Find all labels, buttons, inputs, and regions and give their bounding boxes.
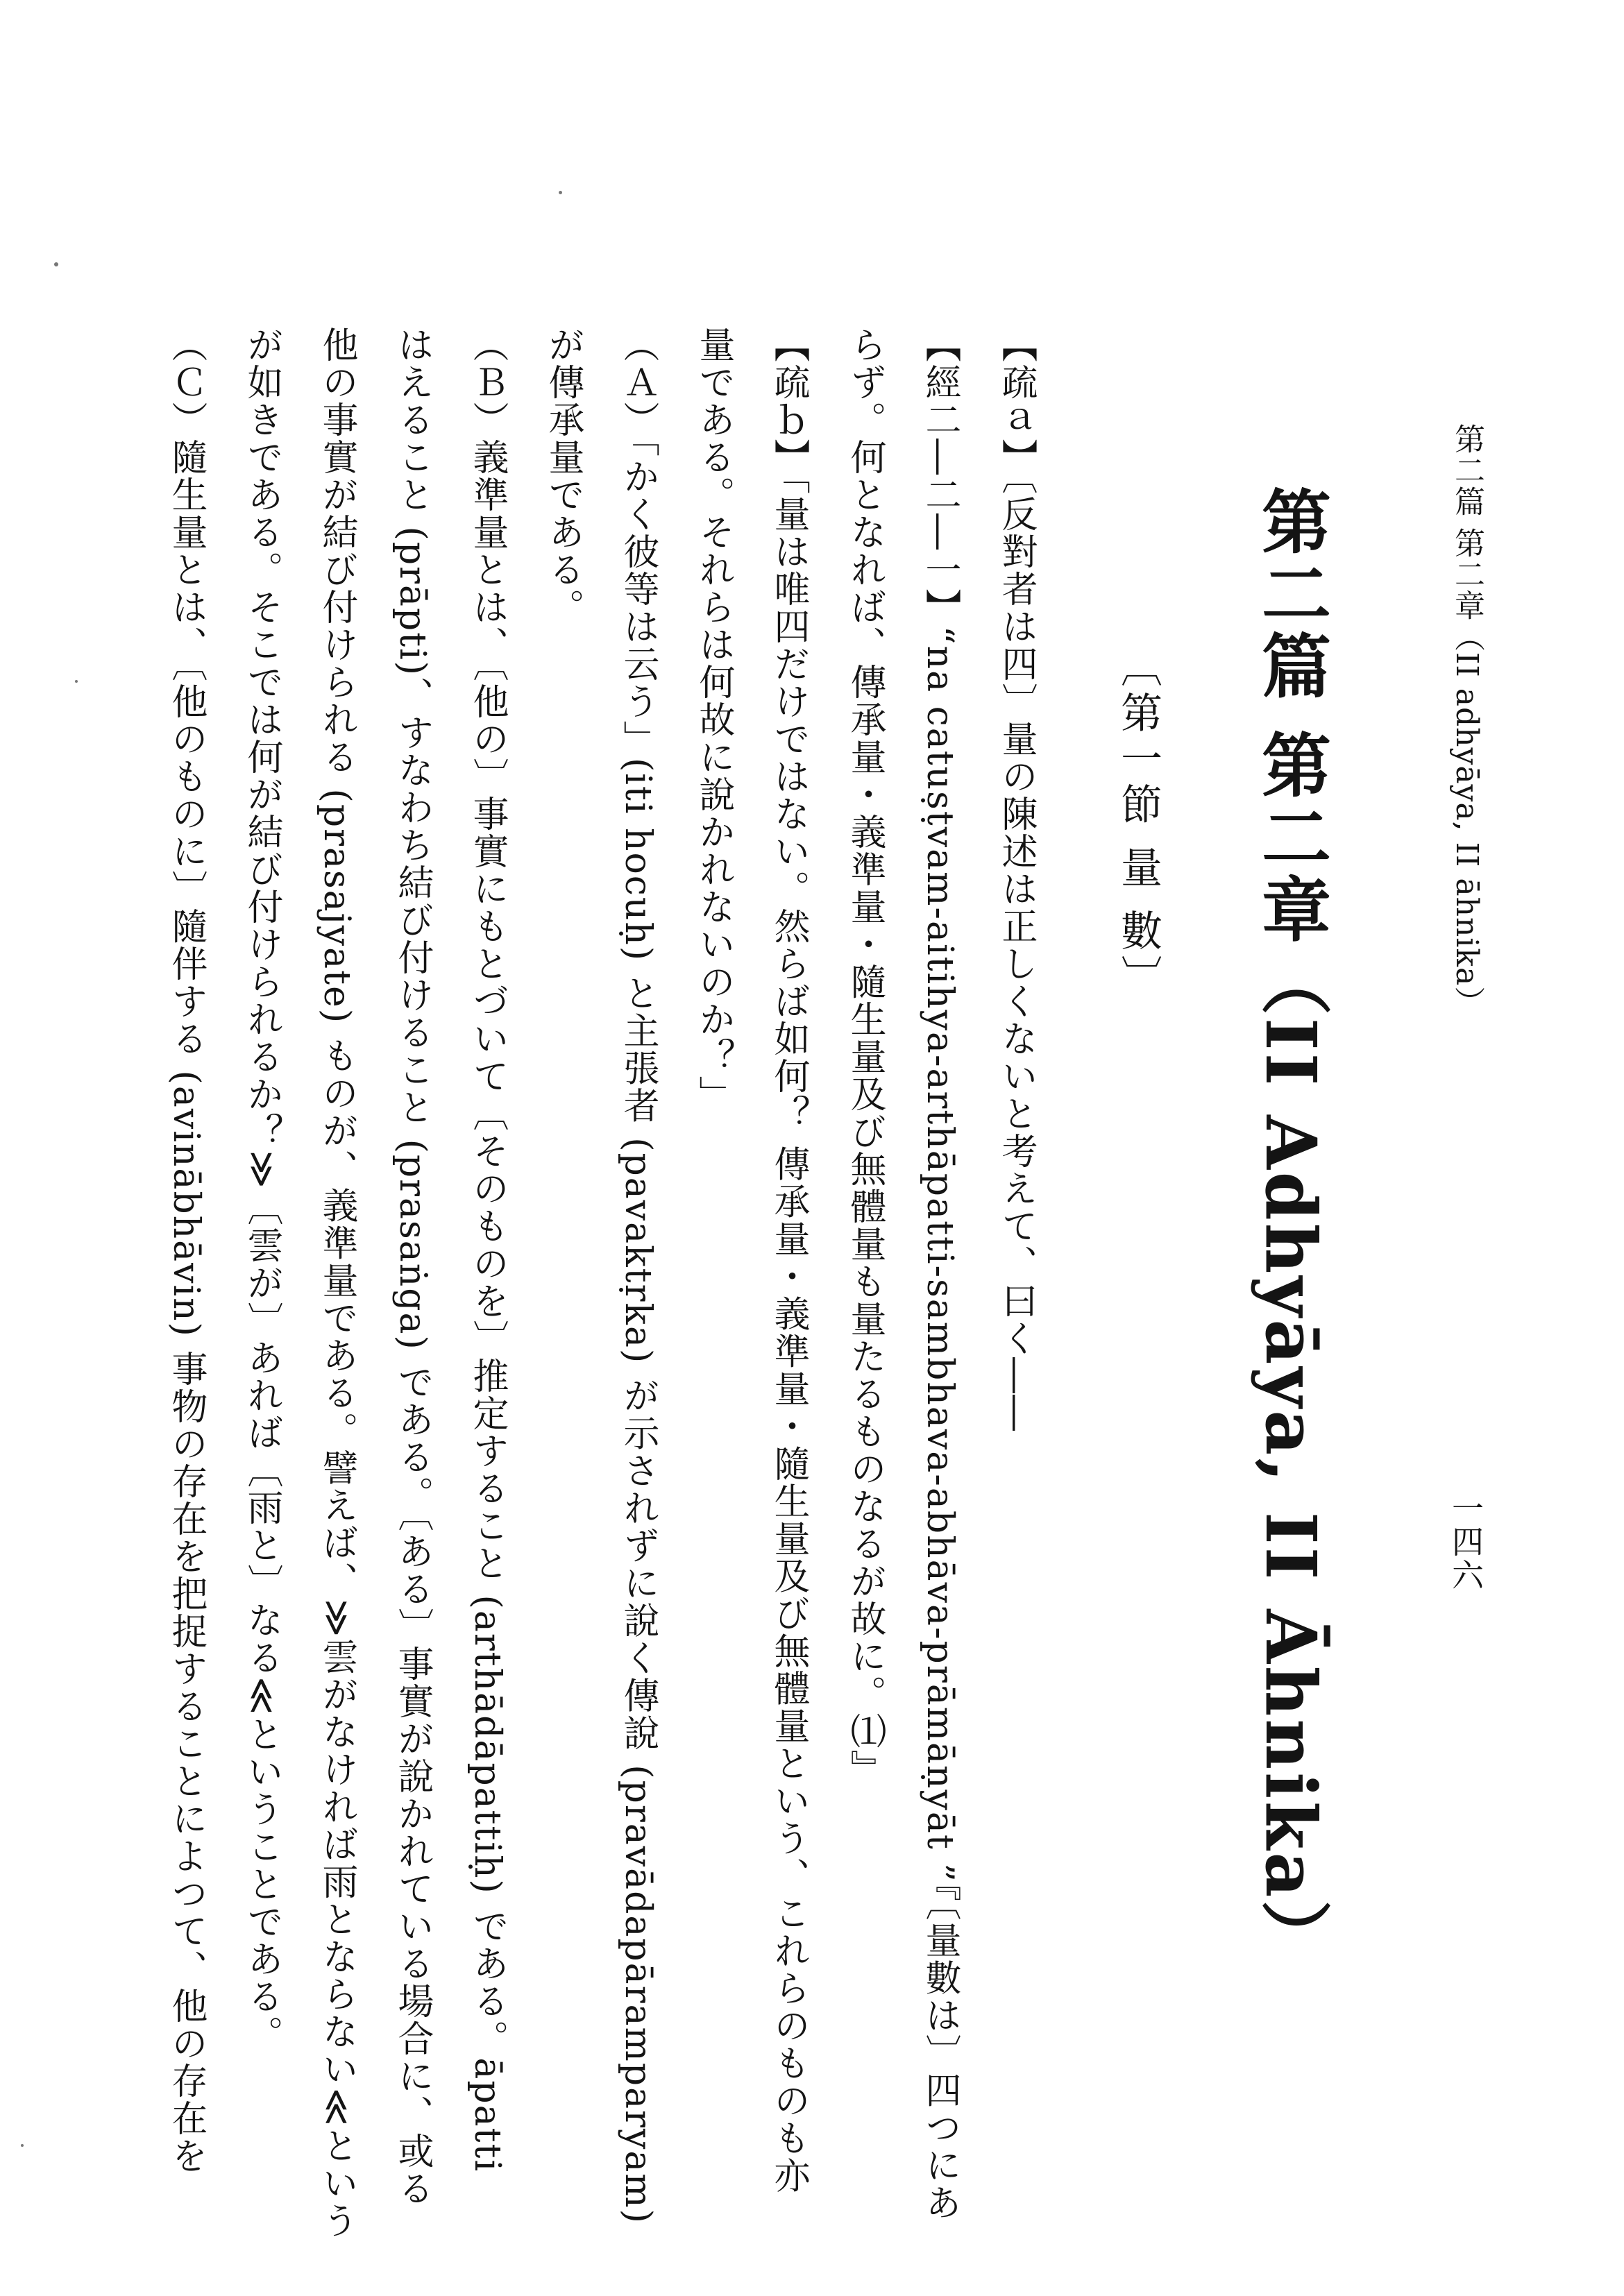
body-line: 他の事實が結び付けられる (prasajyate) ものが、義準量である。譬えば、≫雲がなければ雨とならない≪という — [316, 326, 357, 2240]
body-line: （Ａ）「かく彼等は云う」(iti hocuḥ) と主張者 (pavaktṛka) が示されずに說く傳說 (pravādapāramparyam) — [617, 326, 659, 2225]
body-line: らず。何となれば、傳承量・義準量・隨生量及び無體量も量たるものなるが故に。⑴』 — [844, 326, 886, 1787]
body-line: 量である。それらは何故に說かれないのか？」 — [693, 326, 734, 1113]
running-head: 第二篇 第二章（II adhyāya, II āhnika） — [1449, 423, 1485, 1018]
body-line: 【疏ｂ】「量は唯四だけではない。然らば如何？ 傳承量・義準量・隨生量及び無體量という、これらのものも亦 — [768, 326, 809, 2195]
body-line: はえること (prāpti)、すなわち結び付けること (prasaṅga) である。〔ある〕事實が說かれている場合に、或る — [391, 326, 433, 2208]
body-line: （Ｃ）隨生量とは、〔他のものに〕隨伴する (avinābhāvin) 事物の存在を把捉することによつて、他の存在を — [165, 326, 207, 2175]
body-line: が傳承量である。 — [542, 326, 584, 626]
scan-speck — [21, 2144, 24, 2147]
section-title: 〔第一節 量 數〕 — [1114, 645, 1162, 1001]
page-number: 一四六 — [1447, 1492, 1485, 1592]
body-line: が如きである。そこでは何が結び付けられるか？≫〔雲が〕あれば〔雨と〕なる≪ということである。 — [241, 326, 282, 2053]
body-line: 【疏ａ】〔反對者は四〕量の陳述は正しくないと考えて、曰く―― — [995, 326, 1037, 1432]
scan-speck — [75, 680, 78, 683]
scan-speck — [559, 191, 562, 194]
body-line: 【經二―二―一】“na catuṣṭvam-aitihya-arthāpatti-sambhava-abhāva-prāmāṇyāt ”『〔量數は〕四つにあ — [919, 326, 961, 2222]
body-line: （Ｂ）義準量とは、〔他の〕事實にもとづいて〔そのものを〕推定すること (arthādāpattiḥ) である。āpatti — [466, 326, 508, 2173]
scan-speck — [54, 262, 58, 266]
chapter-title: 第二篇 第二章（II Adhyāya, II Āhnika） — [1250, 486, 1332, 1973]
